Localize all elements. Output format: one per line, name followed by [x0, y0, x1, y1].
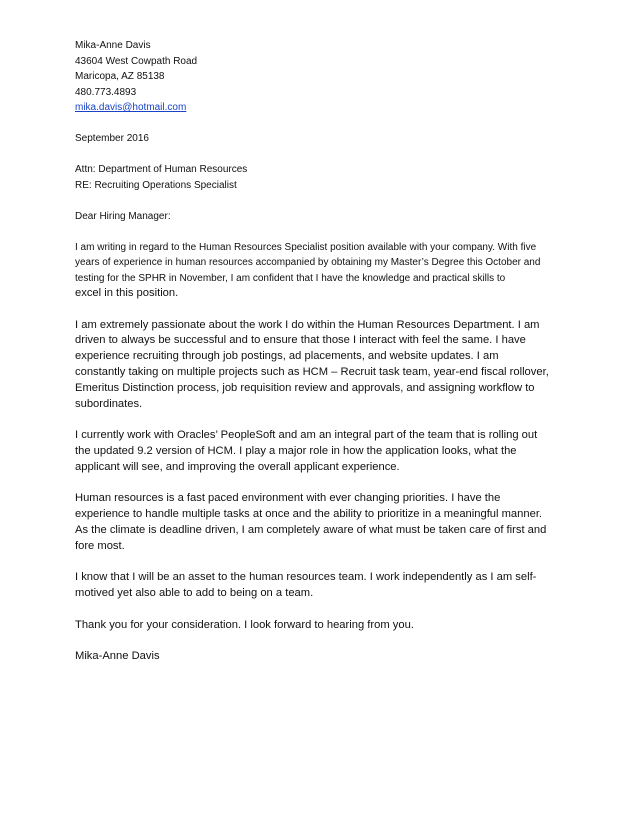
paragraph-line: constantly taking on multiple projects such as HCM – Recruit task team, year-end fiscal rollover, [75, 365, 549, 378]
sender-name: Mika-Anne Davis [75, 40, 151, 51]
paragraph-line: Human resources is a fast paced environment with ever changing priorities. I have the [75, 492, 501, 505]
paragraph-line: years of experience in human resources accompanied by obtaining my Master’s Degree this October and [75, 257, 541, 268]
paragraph-line: Emeritus Distinction process, job requisition review and approvals, and assigning workflow to [75, 381, 535, 394]
attention-line: Attn: Department of Human Resources [75, 164, 248, 175]
paragraph-line: experience to handle multiple tasks at once and the ability to prioritize in a meaningful manner. [75, 508, 543, 521]
paragraph-line: I am writing in regard to the Human Resources Specialist position available with your company. With five [75, 241, 537, 253]
sender-city-state-zip: Maricopa, AZ 85138 [75, 71, 165, 82]
paragraph-line: motived yet also able to add to being on a team. [75, 587, 314, 600]
paragraph-line: applicant will see, and improving the overall applicant experience. [75, 460, 400, 473]
sender-email-link[interactable]: mika.davis@hotmail.com [75, 102, 187, 113]
sender-street: 43604 West Cowpath Road [75, 55, 198, 67]
paragraph-line: Thank you for your consideration. I look forward to hearing from you. [75, 618, 414, 631]
sender-phone: 480.773.4893 [75, 86, 137, 98]
paragraph-line: driven to always be successful and to ensure that those I interact with feel the same. I have [75, 334, 526, 347]
letter-date: September 2016 [75, 133, 149, 144]
paragraph-asset [75, 570, 575, 602]
paragraph-line: I currently work with Oracles’ PeopleSoft and am an integral part of the team that is rolling out [75, 429, 538, 442]
cover-letter [75, 38, 575, 665]
paragraph-line: I am extremely passionate about the work I do within the Human Resources Department. I am [75, 318, 540, 331]
paragraph-intro [75, 240, 575, 302]
paragraph-line: testing for the SPHR in November, I am confident that I have the knowledge and practical skills to [75, 272, 506, 284]
paragraph-line: As the climate is deadline driven, I am completely aware of what must be taken care of first and [75, 523, 547, 536]
paragraph-line: the updated 9.2 version of HCM. I play a major role in how the application looks, what the [75, 444, 517, 457]
signature: Mika-Anne Davis [75, 650, 160, 663]
paragraph-line: I know that I will be an asset to the human resources team. I work independently as I am self- [75, 571, 537, 584]
paragraph-passion [75, 318, 575, 413]
paragraph-line: experience recruiting through job postings, ad placements, and website updates. I am [75, 350, 499, 363]
recipient-block [75, 162, 575, 193]
salutation: Dear Hiring Manager: [75, 210, 171, 222]
sender-block [75, 38, 575, 116]
paragraph-closing [75, 618, 575, 634]
paragraph-peoplesoft [75, 428, 575, 475]
paragraph-environment [75, 491, 575, 554]
paragraph-line: excel in this position. [75, 287, 179, 299]
paragraph-line: fore most. [75, 539, 125, 552]
paragraph-line: subordinates. [75, 397, 143, 410]
subject-line: RE: Recruiting Operations Specialist [75, 179, 237, 191]
